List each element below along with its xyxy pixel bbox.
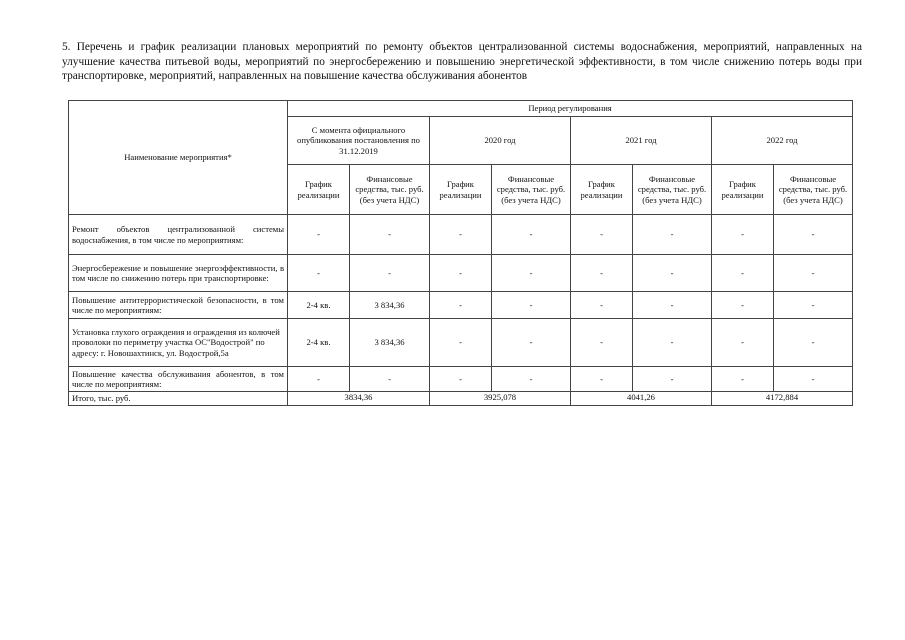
table-cell: -: [492, 292, 571, 319]
table-cell: -: [492, 255, 571, 292]
table-cell: -: [288, 367, 350, 392]
period-header-initial: С момента официального опубликования постановления по 31.12.2019: [288, 117, 430, 165]
table-cell: 3 834,36: [350, 319, 430, 367]
table-cell: -: [492, 319, 571, 367]
table-cell: -: [712, 255, 774, 292]
table-cell: 2-4 кв.: [288, 319, 350, 367]
table-cell: -: [492, 215, 571, 255]
table-cell: -: [571, 292, 633, 319]
table-cell: -: [430, 319, 492, 367]
activity-name: Ремонт объектов централизованной системы водоснабжения, в том числе по мероприятиям:: [69, 215, 288, 255]
table-cell: -: [350, 255, 430, 292]
table-cell: -: [774, 215, 853, 255]
activity-name: Повышение качества обслуживания абонентов, в том числе по мероприятиям:: [69, 367, 288, 392]
schedule-header: График реализации: [712, 165, 774, 215]
schedule-header: График реализации: [430, 165, 492, 215]
period-header-2021: 2021 год: [571, 117, 712, 165]
activity-name: Повышение антитеррористической безопасности, в том числе по мероприятиям:: [69, 292, 288, 319]
finance-header: Финансовые средства, тыс. руб. (без учета НДС): [492, 165, 571, 215]
table-cell: -: [774, 367, 853, 392]
section-heading: 5. Перечень и график реализации плановых мероприятий по ремонту объектов централизованной системы водоснабжения, мероприятий, направленных на улучшение качества питьевой воды, мероприятий по энергосбережению и повышению энергетической эффективности, в том числе снижению потерь воды при транспортировке, мероприятий, направленных на повышение качества обслуживания абонентов: [62, 41, 862, 83]
table-cell: -: [571, 255, 633, 292]
schedule-header: График реализации: [571, 165, 633, 215]
finance-header: Финансовые средства, тыс. руб. (без учета НДС): [350, 165, 430, 215]
table-cell: -: [430, 215, 492, 255]
total-2020: 3925,078: [430, 392, 571, 406]
table-cell: -: [492, 367, 571, 392]
table-cell: 2-4 кв.: [288, 292, 350, 319]
total-2022: 4172,884: [712, 392, 853, 406]
table-cell: -: [571, 215, 633, 255]
table-cell: -: [288, 255, 350, 292]
table-cell: -: [633, 292, 712, 319]
table-cell: 3 834,36: [350, 292, 430, 319]
activity-name: Энергосбережение и повышение энергоэффективности, в том числе по снижению потерь при транспортировке:: [69, 255, 288, 292]
table-cell: -: [633, 367, 712, 392]
header-row-period: [69, 101, 853, 117]
table-cell: -: [633, 255, 712, 292]
activities-table: [68, 100, 853, 406]
table-cell: -: [288, 215, 350, 255]
table-cell: -: [430, 255, 492, 292]
table-cell: -: [350, 367, 430, 392]
table-cell: -: [571, 319, 633, 367]
table-row: [69, 367, 853, 392]
finance-header: Финансовые средства, тыс. руб. (без учета НДС): [633, 165, 712, 215]
table-cell: -: [712, 367, 774, 392]
table-cell: -: [633, 319, 712, 367]
table-row: [69, 319, 853, 367]
table-row: [69, 292, 853, 319]
table-cell: -: [350, 215, 430, 255]
name-column-header: Наименование мероприятия*: [69, 101, 288, 215]
period-header-2020: 2020 год: [430, 117, 571, 165]
table-cell: -: [712, 215, 774, 255]
table-cell: -: [774, 255, 853, 292]
total-label: Итого, тыс. руб.: [69, 392, 288, 406]
period-header: Период регулирования: [288, 101, 853, 117]
table-cell: -: [712, 319, 774, 367]
table-cell: -: [633, 215, 712, 255]
table-row: [69, 255, 853, 292]
total-row: [69, 392, 853, 406]
table-cell: -: [774, 292, 853, 319]
schedule-header: График реализации: [288, 165, 350, 215]
total-initial: 3834,36: [288, 392, 430, 406]
period-header-2022: 2022 год: [712, 117, 853, 165]
table-cell: -: [774, 319, 853, 367]
table-cell: -: [712, 292, 774, 319]
total-2021: 4041,26: [571, 392, 712, 406]
table-cell: -: [571, 367, 633, 392]
activity-name: Установка глухого ограждения и ограждения из колючей проволоки по периметру участка ОС"Водострой" по адресу: г. Новошахтинск, ул. Водострой,5а: [69, 319, 288, 367]
finance-header: Финансовые средства, тыс. руб. (без учета НДС): [774, 165, 853, 215]
table-cell: -: [430, 367, 492, 392]
table-cell: -: [430, 292, 492, 319]
table-row: [69, 215, 853, 255]
